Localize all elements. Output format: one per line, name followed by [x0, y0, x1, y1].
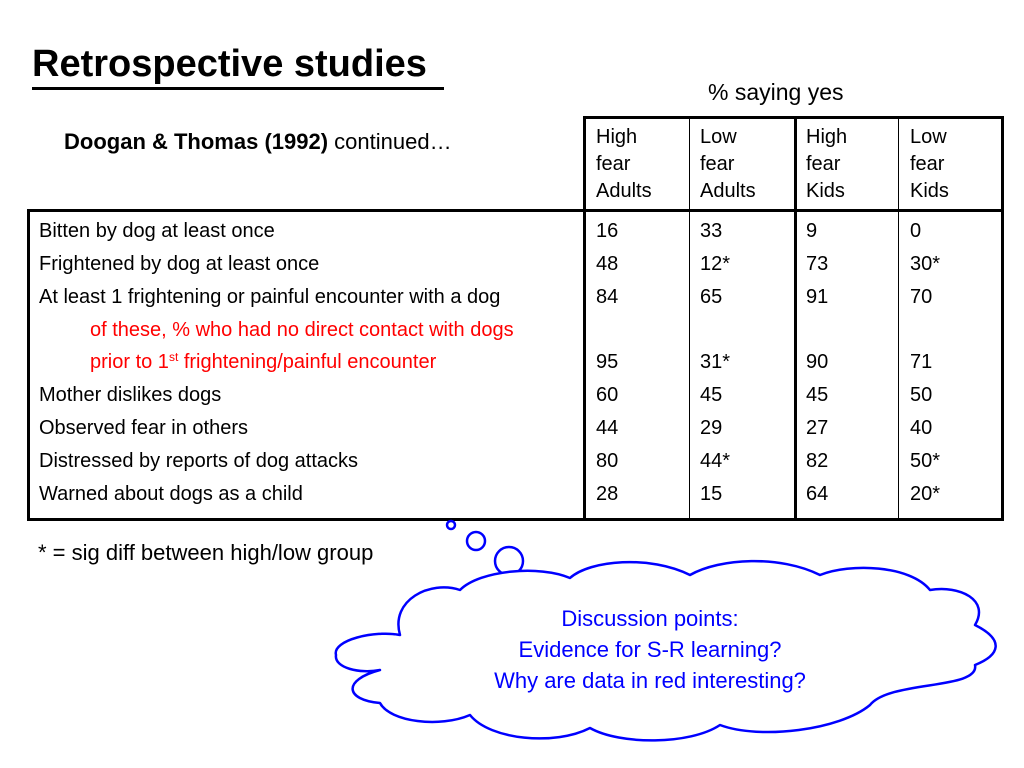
table-cell: 20*: [910, 483, 941, 505]
table-cell: 29: [700, 417, 723, 439]
row-label-warned: Warned about dogs as a child: [39, 483, 303, 505]
table-cell: 44: [596, 417, 619, 439]
row-label-distressed: Distressed by reports of dog attacks: [39, 450, 359, 472]
study-author: Doogan & Thomas (1992): [64, 129, 329, 154]
column-header-low-fear-kids: Low fear Kids: [910, 126, 949, 202]
study-suffix: continued…: [328, 129, 452, 154]
table-cell: 45: [700, 384, 723, 406]
table-cell: 28: [596, 483, 619, 505]
discussion-heading: Discussion points:: [561, 606, 739, 631]
table-cell: 44*: [700, 450, 731, 472]
table-cell: 48: [596, 253, 619, 275]
column-header-high-fear-kids: High fear Kids: [806, 126, 848, 202]
column-header-high-fear-adults: High fear Adults: [596, 126, 652, 202]
discussion-question-2: Why are data in red interesting?: [494, 668, 806, 693]
table-cell: 27: [806, 417, 829, 439]
table-cell: 71: [910, 351, 933, 373]
table-cell: 65: [700, 286, 723, 308]
row-label-prior-first: prior to 1st frightening/painful encounter: [90, 350, 437, 373]
table-cell: 95: [596, 351, 619, 373]
footnote: * = sig diff between high/low group: [38, 540, 374, 565]
row-label-mother-dislikes: Mother dislikes dogs: [39, 384, 222, 406]
table-cell: 33: [700, 220, 723, 242]
thought-bubble-medium: [467, 532, 485, 550]
table-cell: 64: [806, 483, 829, 505]
table-cell: 50: [910, 384, 933, 406]
row-label-no-contact: of these, % who had no direct contact with dogs: [90, 319, 514, 341]
column-header-low-fear-adults: Low fear Adults: [700, 126, 756, 202]
table-cell: 9: [806, 220, 818, 242]
table-cell: 60: [596, 384, 619, 406]
table-cell: 15: [700, 483, 723, 505]
discussion-points: [430, 603, 870, 696]
table-cell: 45: [806, 384, 829, 406]
table-cell: 40: [910, 417, 933, 439]
table-cell: 50*: [910, 450, 941, 472]
table-cell: 12*: [700, 253, 731, 275]
table-cell: 90: [806, 351, 829, 373]
table-cell: 16: [596, 220, 619, 242]
discussion-question-1: Evidence for S-R learning?: [518, 637, 782, 662]
row-label-encounter: At least 1 frightening or painful encounter with a dog: [39, 286, 501, 308]
row-label-observed-fear: Observed fear in others: [39, 417, 248, 439]
table-cell: 82: [806, 450, 829, 472]
table-cell: 80: [596, 450, 619, 472]
table-cell: 73: [806, 253, 829, 275]
table-cell: 84: [596, 286, 619, 308]
thought-bubble-small: [447, 521, 455, 529]
row-label-frightened: Frightened by dog at least once: [39, 253, 320, 275]
page-title: Retrospective studies: [32, 43, 427, 85]
row-label-bitten: Bitten by dog at least once: [39, 220, 275, 242]
table-cell: 91: [806, 286, 829, 308]
table-cell: 0: [910, 220, 922, 242]
unit-note: % saying yes: [708, 79, 844, 105]
table-cell: 30*: [910, 253, 941, 275]
table-cell: 31*: [700, 351, 731, 373]
table-cell: 70: [910, 286, 933, 308]
